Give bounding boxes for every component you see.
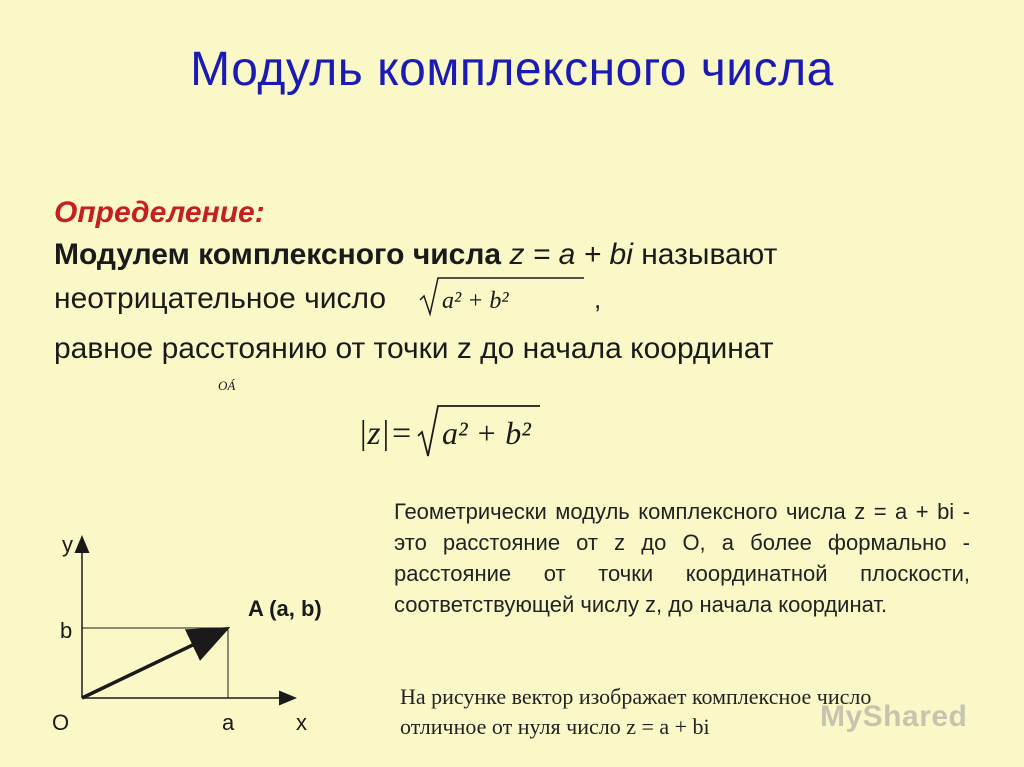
watermark-logo: MyShared [820,700,968,733]
definition-formula: z = a + bi [509,238,633,271]
definition-tail: называют [641,238,778,271]
origin-label: O [52,710,70,735]
page-title: Модуль комплексного числа [190,43,834,96]
point-a-label: A (a, b) [248,596,322,621]
a-label: a [222,710,235,735]
small-sqrt-expression [418,274,588,320]
caption-line-1: На рисунке вектор изображает комплексное число [400,684,872,709]
formula-lhs: |z| [358,415,390,452]
definition-term: Модулем комплексного числа [54,238,502,271]
caption-line-2: отличное от нуля число z = a + bi [400,714,710,739]
small-sqrt-text: a² + b² [442,288,509,314]
formula-rhs: a² + b² [442,415,531,451]
oa-label: OÁ [218,378,236,393]
formula-eq: = [392,415,412,452]
definition-line-3: равное расстоянию от точки z до начала координат [54,332,774,365]
definition-comma: , [594,284,602,314]
modulus-formula [356,400,556,462]
definition-line-2: неотрицательное число [54,282,387,315]
definition-line-1 [54,238,777,272]
x-axis-label: x [296,710,307,735]
geometric-description: Геометрически модуль комплексного числа z = a + bi - это расстояние от z до O, а более формально - расстояние от точки координатной плоскости, соответствующей числу z, до начала координат. [394,499,970,617]
y-axis-label: y [62,532,73,557]
b-label: b [60,618,73,643]
vector-oa [82,630,224,698]
definition-label: Определение: [54,196,265,229]
vector-diagram [40,520,360,750]
